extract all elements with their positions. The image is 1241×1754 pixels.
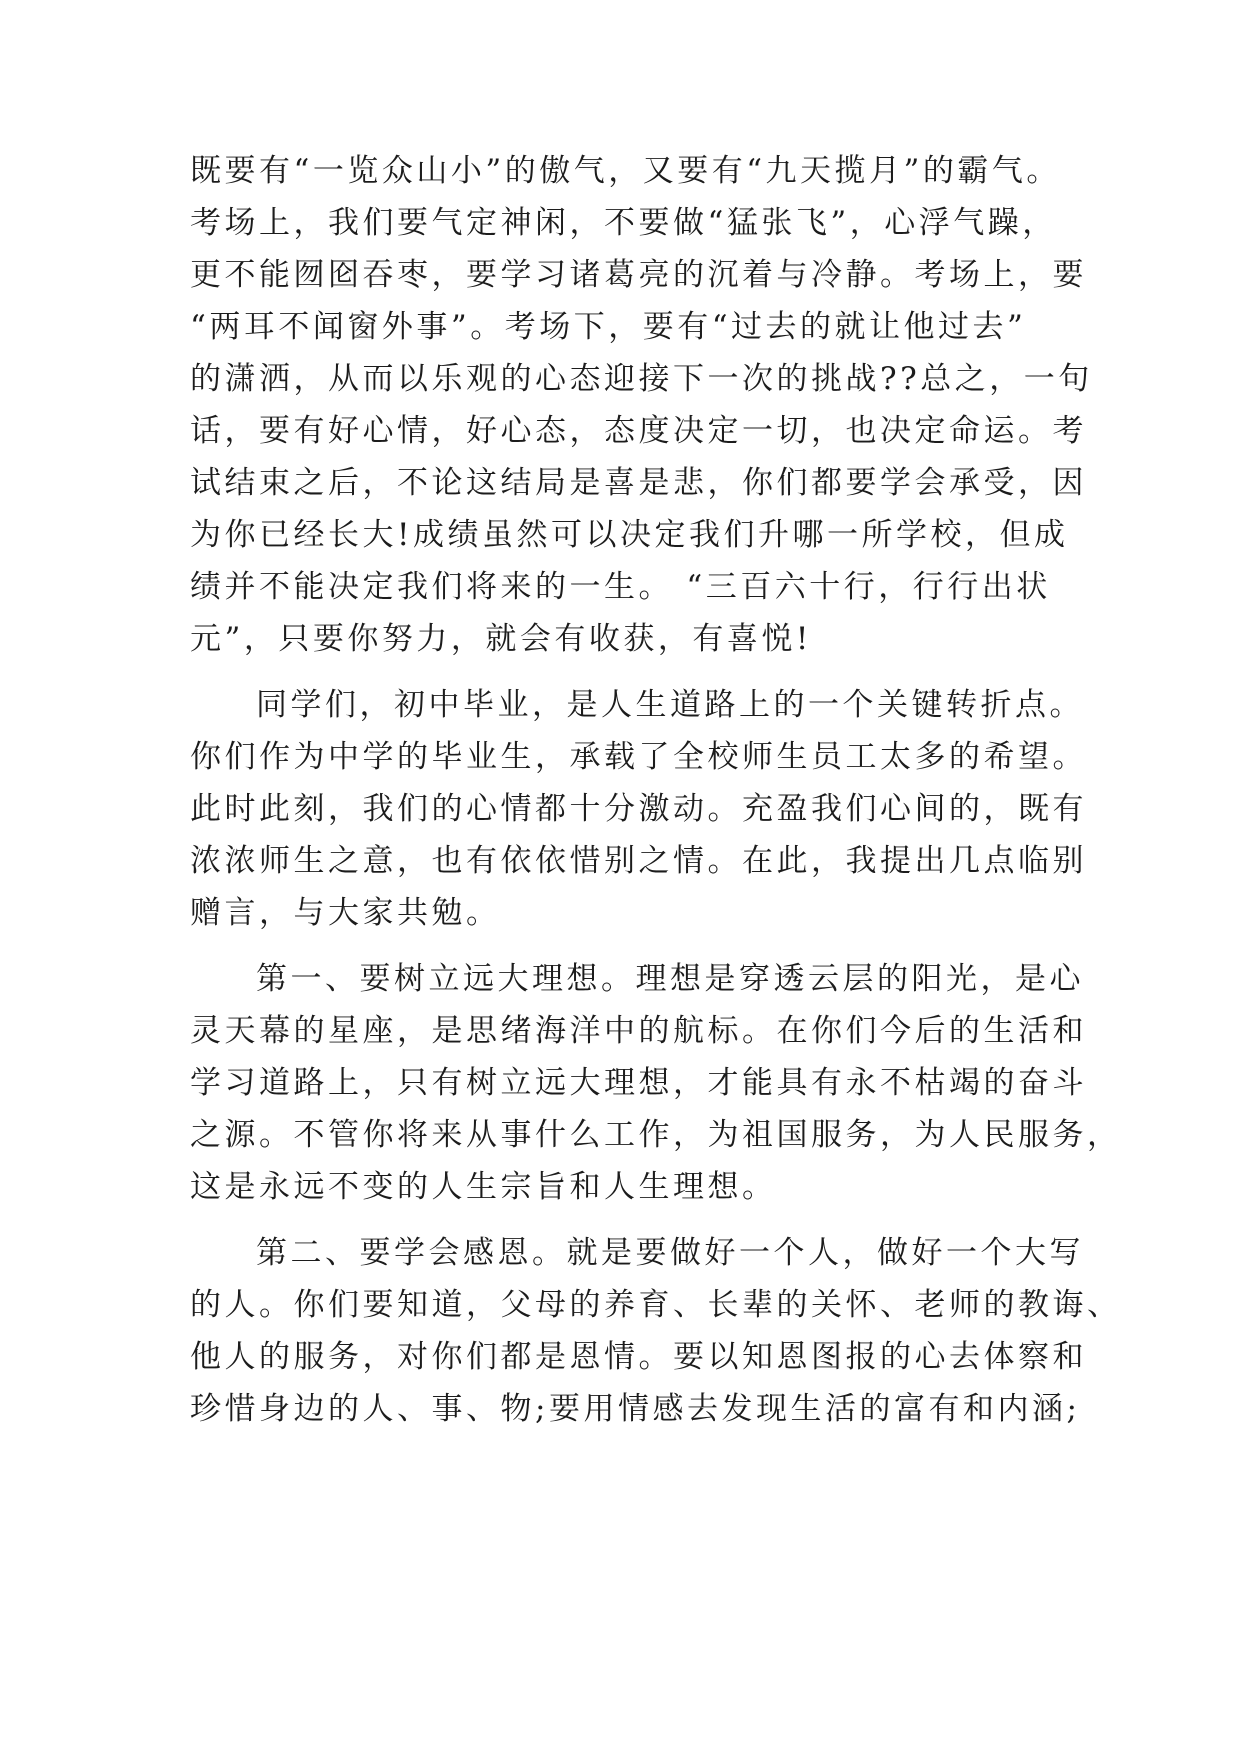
text-line: 你们作为中学的毕业生，承载了全校师生员工太多的希望。 [190, 739, 1087, 775]
paragraph-ideals [190, 953, 1122, 1213]
text-line: 同学们，初中毕业，是人生道路上的一个关键转折点。 [256, 687, 1084, 723]
text-line: 既要有“一览众山小”的傲气，又要有“九天揽月”的霸气。 [190, 153, 1061, 189]
text-line: 此时此刻，我们的心情都十分激动。充盈我们心间的，既有 [190, 791, 1087, 827]
paragraph-spacer [190, 939, 1070, 953]
text-line: 为你已经长大!成绩虽然可以决定我们升哪一所学校，但成 [190, 517, 1069, 553]
text-line: 之源。不管你将来从事什么工作，为祖国服务，为人民服务， [190, 1117, 1122, 1153]
text-line: 赠言，与大家共勉。 [190, 895, 501, 931]
paragraph-spacer [190, 665, 1070, 679]
text-line: 绩并不能决定我们将来的一生。 “三百六十行，行行出状 [190, 569, 1051, 605]
paragraph-gratitude [190, 1227, 1122, 1435]
text-line: 的潇洒，从而以乐观的心态迎接下一次的挑战??总之，一句 [190, 361, 1093, 397]
text-line: 考场上，我们要气定神闲，不要做“猛张飞”，心浮气躁， [190, 205, 1057, 241]
paragraph-exam-mindset [190, 145, 1093, 665]
text-line: 他人的服务，对你们都是恩情。要以知恩图报的心去体察和 [190, 1339, 1087, 1375]
text-line: 灵天幕的星座，是思绪海洋中的航标。在你们今后的生活和 [190, 1013, 1087, 1049]
paragraph-graduation [190, 679, 1087, 939]
text-line: 珍惜身边的人、事、物;要用情感去发现生活的富有和内涵; [190, 1391, 1081, 1427]
text-line: “两耳不闻窗外事”。考场下，要有“过去的就让他过去” [190, 309, 1027, 345]
text-line: 这是永远不变的人生宗旨和人生理想。 [190, 1169, 777, 1205]
text-line: 话，要有好心情，好心态，态度决定一切，也决定命运。考 [190, 413, 1087, 449]
text-line: 的人。你们要知道，父母的养育、长辈的关怀、老师的教诲、 [190, 1287, 1122, 1323]
paragraph-spacer [190, 1213, 1070, 1227]
text-line: 试结束之后，不论这结局是喜是悲，你们都要学会承受，因 [190, 465, 1087, 501]
document-body [190, 145, 1122, 1435]
text-line: 更不能囫囵吞枣，要学习诸葛亮的沉着与冷静。考场上，要 [190, 257, 1087, 293]
text-line: 元”，只要你努力，就会有收获，有喜悦! [190, 621, 812, 657]
text-line: 第二、要学会感恩。就是要做好一个人，做好一个大写 [256, 1235, 1084, 1271]
text-line: 第一、要树立远大理想。理想是穿透云层的阳光，是心 [256, 961, 1084, 997]
text-line: 学习道路上，只有树立远大理想，才能具有永不枯竭的奋斗 [190, 1065, 1087, 1101]
text-line: 浓浓师生之意，也有依依惜别之情。在此，我提出几点临别 [190, 843, 1087, 879]
